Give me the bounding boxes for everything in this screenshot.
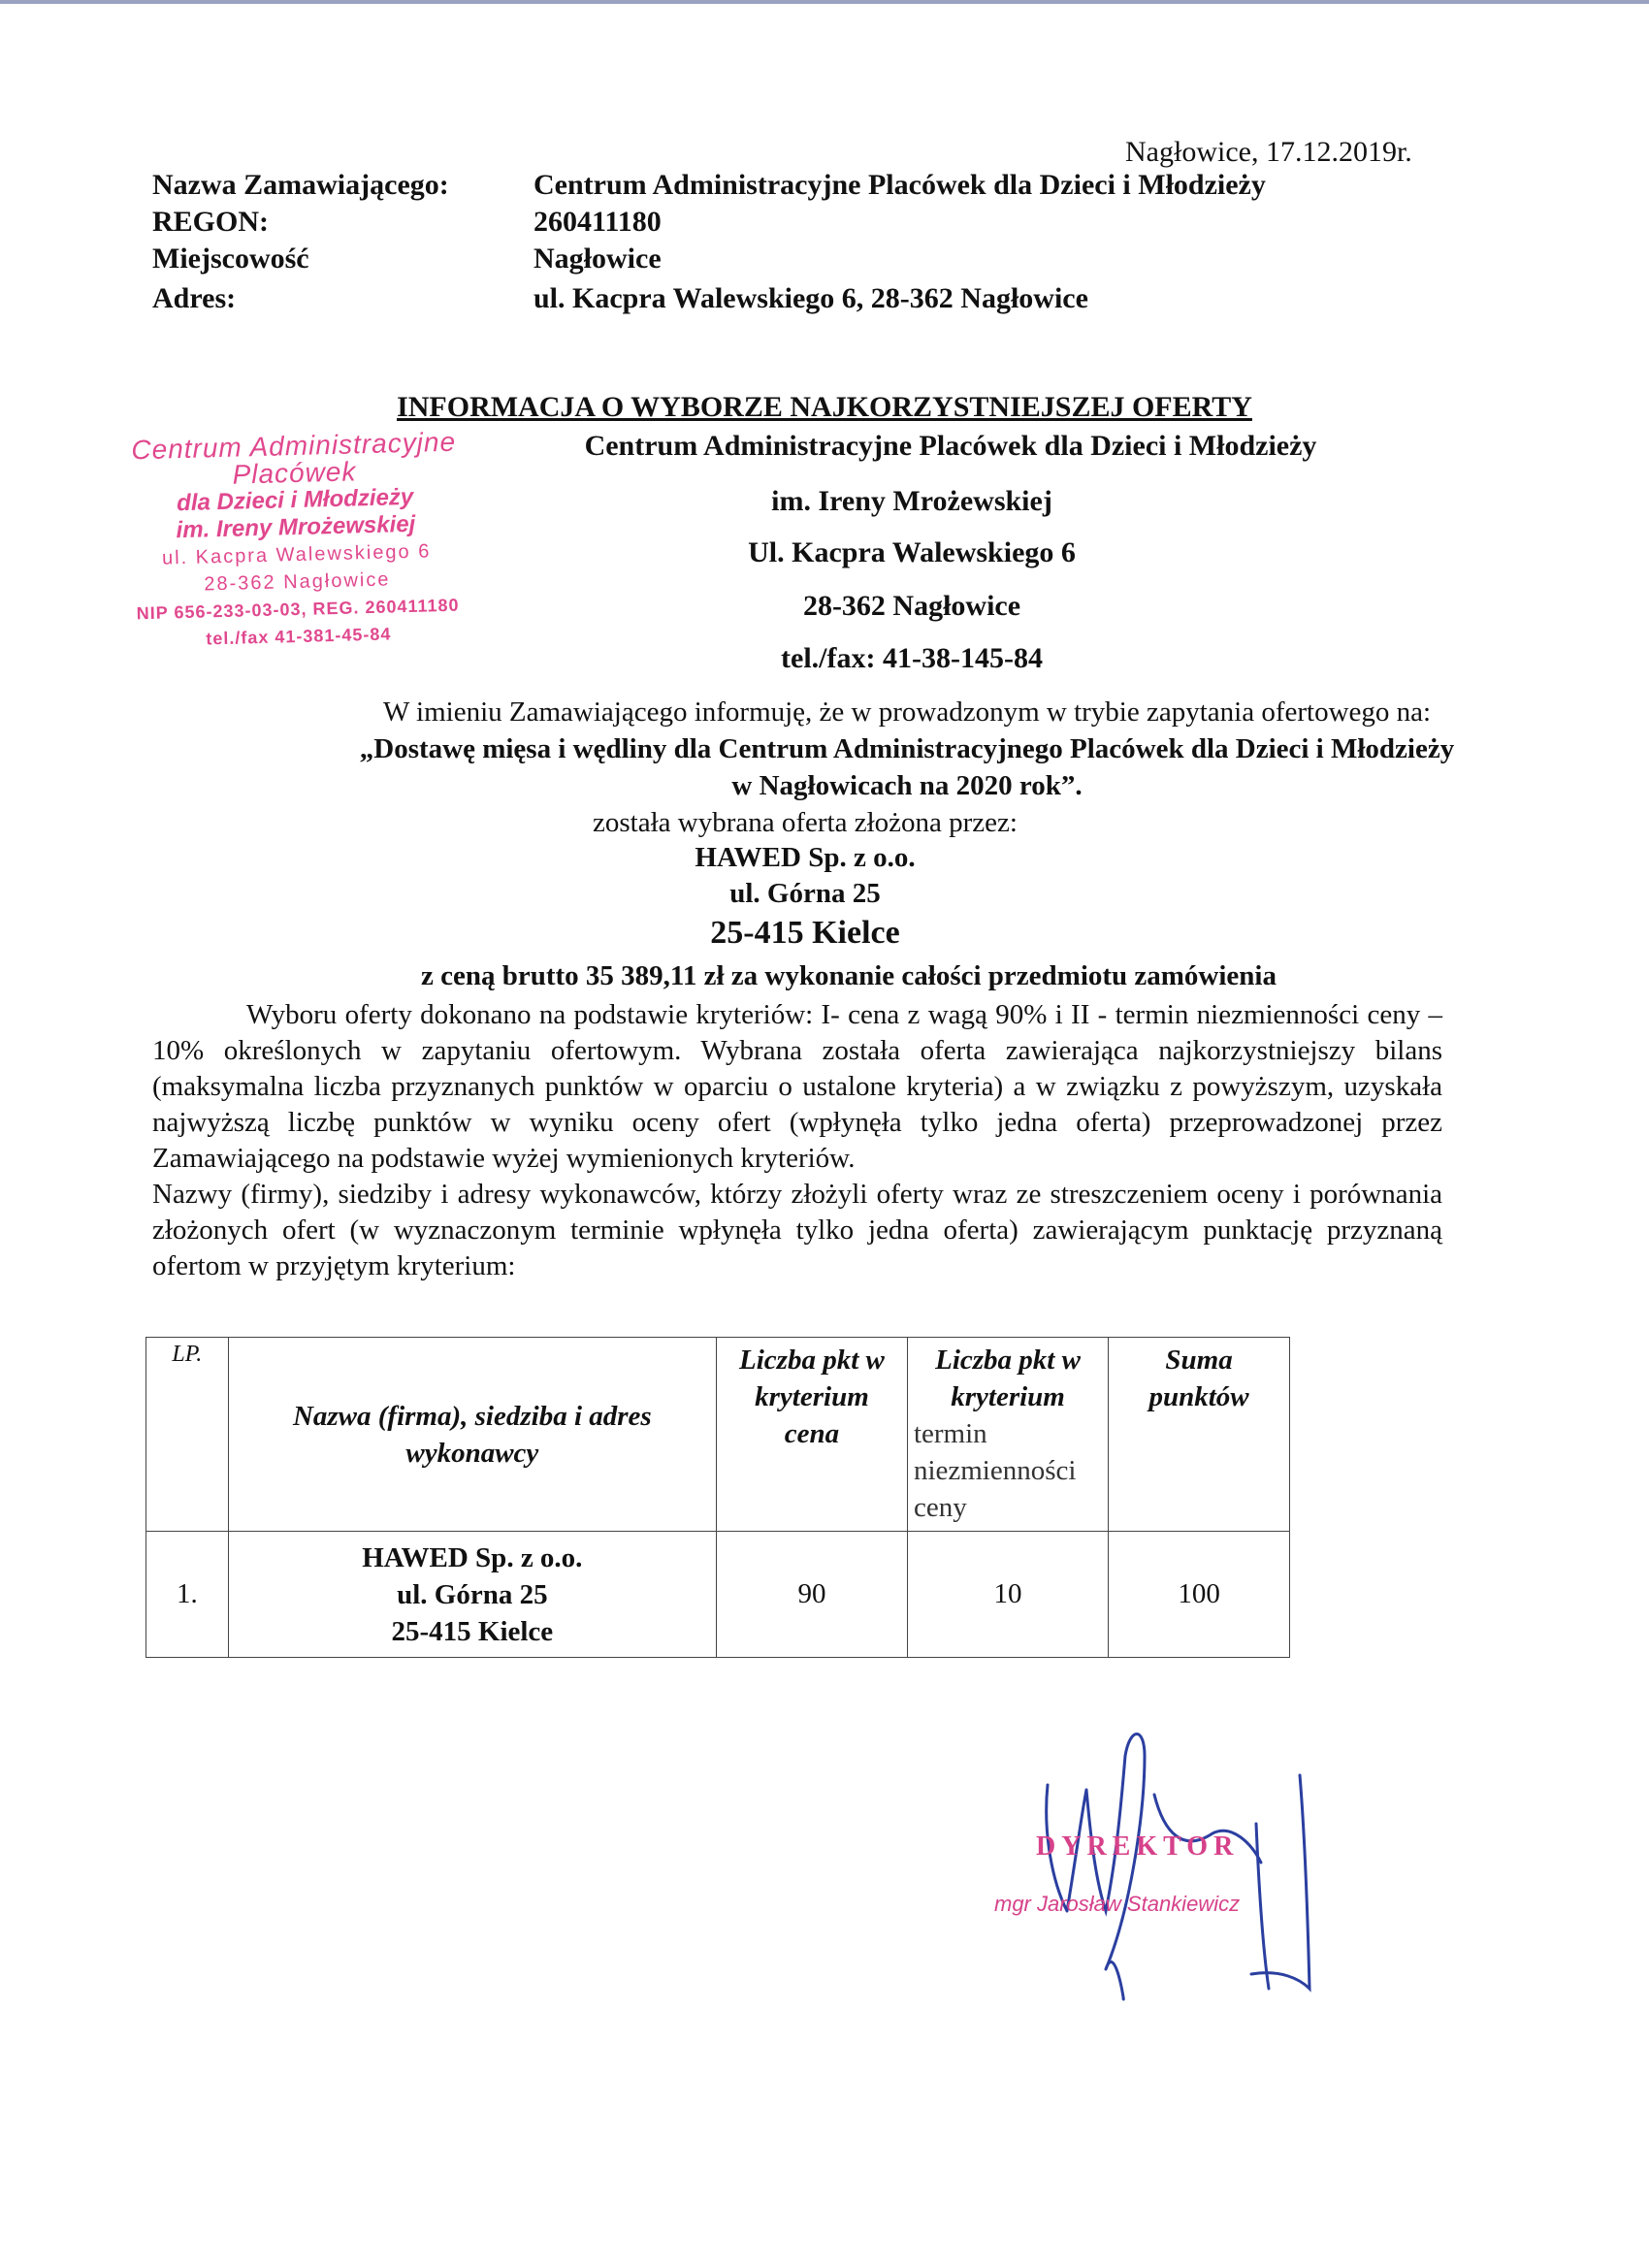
winner-city: 25-415 Kielce xyxy=(710,915,900,951)
chosen-offer-line: została wybrana oferta złożona przez: xyxy=(593,807,1018,838)
signature-stroke xyxy=(1047,1734,1310,1999)
results-table xyxy=(146,1337,1290,1658)
intro-line: W imieniu Zamawiającego informuję, że w prowadzonym w trybie zapytania ofertowego na: xyxy=(382,697,1432,728)
scan-top-edge xyxy=(0,0,1649,4)
header-price-criterion: cena xyxy=(784,1418,840,1449)
organization-name: Centrum Administracyjne Placówek dla Dzieci i Młodzieży xyxy=(584,430,1317,462)
organization-patron: im. Ireny Mrożewskiej xyxy=(771,485,1052,517)
header-value-name: Centrum Administracyjne Placówek dla Dzieci i Młodzieży xyxy=(534,169,1266,201)
winner-price: z ceną brutto 35 389,11 zł za wykonanie całości przedmiotu zamówienia xyxy=(421,960,1277,991)
row-contractor xyxy=(228,1532,716,1658)
table-row xyxy=(146,1532,1290,1658)
row-contractor-street: ul. Górna 25 xyxy=(397,1578,548,1610)
header-contractor: Nazwa (firma), siedziba i adres wykonawcy xyxy=(228,1338,716,1532)
row-price-points: 90 xyxy=(716,1532,907,1658)
winner-street: ul. Górna 25 xyxy=(729,878,881,909)
director-stamp-title: DYREKTOR xyxy=(1036,1831,1240,1862)
header-label-address: Adres: xyxy=(152,282,237,314)
offers-summary-paragraph: Nazwy (firmy), siedziby i adresy wykonawców, którzy złożyli oferty wraz ze streszczeniem oceny i porównania złożonych ofert (w wyznaczonym terminie wpłynęła tylko jedna oferta) zawierającym punktację przyznaną ofertom w przyjętym kryterium: xyxy=(152,1179,1442,1281)
organization-postal: 28-362 Nagłowice xyxy=(802,590,1021,622)
director-stamp-name: mgr Jarosław Stankiewicz xyxy=(994,1892,1241,1916)
header-label-name: Nazwa Zamawiającego: xyxy=(152,169,449,201)
table-header-row xyxy=(146,1338,1290,1532)
header-value-address: ul. Kacpra Walewskiego 6, 28-362 Nagłowice xyxy=(534,282,1088,314)
header-label-town: Miejscowość xyxy=(152,243,309,275)
header-term-criterion: termin niezmienności ceny xyxy=(913,1418,1077,1523)
evaluation-text xyxy=(152,997,1442,1284)
document-title: INFORMACJA O WYBORZE NAJKORZYSTNIEJSZEJ OFERTY xyxy=(397,391,1252,423)
tender-subject-line2: w Nagłowicach na 2020 rok”. xyxy=(731,770,1083,801)
row-term-points: 10 xyxy=(907,1532,1108,1658)
header-price-points xyxy=(716,1338,907,1532)
stamp-line: im. Ireny Mrożewskiej xyxy=(176,510,416,544)
row-contractor-city: 25-415 Kielce xyxy=(391,1615,554,1647)
header-lp: LP. xyxy=(146,1338,229,1532)
row-lp: 1. xyxy=(146,1532,229,1658)
header-term-points xyxy=(907,1338,1108,1532)
stamp-line: NIP 656-233-03-03, REG. 260411180 xyxy=(136,595,460,624)
stamp-line: tel./fax 41-381-45-84 xyxy=(206,624,392,649)
header-label-regon: REGON: xyxy=(152,206,269,238)
stamp-line: Centrum Administracyjne Placówek xyxy=(131,426,457,490)
row-sum: 100 xyxy=(1109,1532,1290,1658)
header-price-points-label: Liczba pkt w kryterium xyxy=(739,1345,885,1412)
signature-handwriting xyxy=(1009,1717,1339,2008)
stamp-line: 28-362 Nagłowice xyxy=(204,568,391,596)
tender-subject-line1: „Dostawę mięsa i wędliny dla Centrum Administracyjnego Placówek dla Dzieci i Młodzieży xyxy=(359,733,1455,764)
organization-street: Ul. Kacpra Walewskiego 6 xyxy=(748,536,1076,568)
winner-company: HAWED Sp. z o.o. xyxy=(695,842,916,873)
row-contractor-name: HAWED Sp. z o.o. xyxy=(362,1541,583,1573)
header-sum: Suma punktów xyxy=(1109,1338,1290,1532)
organization-phone: tel./fax: 41-38-145-84 xyxy=(781,642,1043,674)
evaluation-paragraph: Wyboru oferty dokonano na podstawie kryteriów: I- cena z wagą 90% i II - termin niezmienności ceny – 10% określonych w zapytaniu ofertowym. Wybrana została oferta zawierająca najkorzystniejszy bilans (maksymalna liczba przyznanych punktów w oparciu o ustalone kryteria) a w związku z powyższym, uzyskała najwyższą liczbę punktów w wyniku oceny ofert (wpłynęła tylko jedna oferta) przeprowadzonej przez Zamawiającego na podstawie wyżej wymienionych kryteriów. xyxy=(152,999,1442,1174)
header-value-town: Nagłowice xyxy=(534,243,662,275)
document-date: Nagłowice, 17.12.2019r. xyxy=(1125,136,1412,168)
header-term-points-label: Liczba pkt w kryterium xyxy=(935,1345,1081,1412)
stamp-line: ul. Kacpra Walewskiego 6 xyxy=(161,540,432,569)
stamp-line: dla Dzieci i Młodzieży xyxy=(176,483,414,517)
header-value-regon: 260411180 xyxy=(534,206,662,238)
